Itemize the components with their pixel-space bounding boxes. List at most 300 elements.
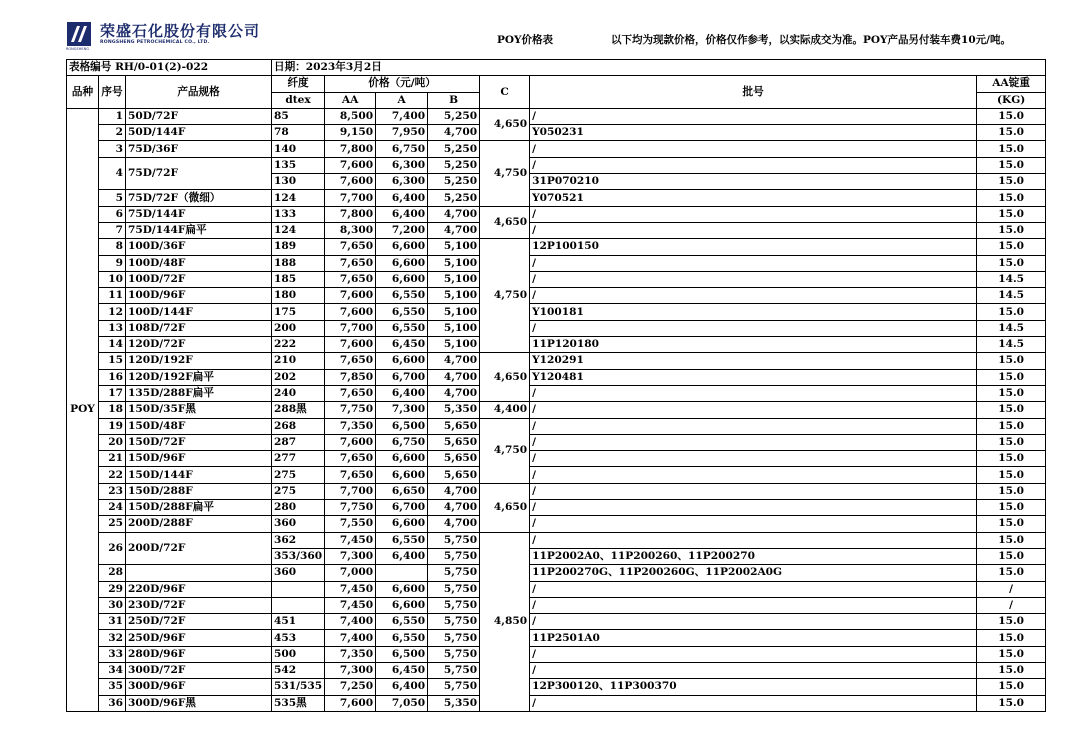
seq-cell: 5: [99, 190, 126, 206]
spec-cell: 250D/96F: [126, 630, 272, 646]
company-logo: [66, 20, 261, 51]
weight-cell: 15.0: [977, 239, 1046, 255]
price-a-cell: 6,550: [376, 288, 428, 304]
price-b-cell: 4,700: [428, 369, 480, 385]
price-aa-cell: 7,450: [325, 597, 376, 613]
col-weight-line2: (KG): [977, 92, 1046, 108]
price-aa-cell: 7,850: [325, 369, 376, 385]
spec-cell: 150D/96F: [126, 451, 272, 467]
table-row: [67, 141, 1046, 157]
batch-cell: 11P200270G、11P200260G、11P2002A0G: [530, 565, 977, 581]
batch-cell: /: [530, 141, 977, 157]
weight-cell: 15.0: [977, 125, 1046, 141]
price-b-cell: 4,700: [428, 385, 480, 401]
weight-cell: 15.0: [977, 190, 1046, 206]
spec-cell: [126, 565, 272, 581]
logo-mark-icon: [66, 21, 92, 47]
price-b-cell: 5,750: [428, 646, 480, 662]
dtex-cell: 124: [272, 190, 325, 206]
seq-cell: 28: [99, 565, 126, 581]
price-aa-cell: 7,600: [325, 304, 376, 320]
price-b-cell: 5,750: [428, 581, 480, 597]
seq-cell: 18: [99, 402, 126, 418]
weight-cell: 15.0: [977, 500, 1046, 516]
table-row: [67, 369, 1046, 385]
price-b-cell: 5,350: [428, 402, 480, 418]
price-b-cell: 5,100: [428, 320, 480, 336]
batch-cell: /: [530, 320, 977, 336]
weight-cell: 15.0: [977, 630, 1046, 646]
spec-cell: 150D/288F扁平: [126, 500, 272, 516]
table-row: [67, 467, 1046, 483]
price-c-cell: 4,750: [480, 141, 530, 206]
weight-cell: 15.0: [977, 157, 1046, 173]
dtex-cell: 531/535: [272, 679, 325, 695]
spec-cell: 200D/288F: [126, 516, 272, 532]
col-seq: 序号: [99, 76, 126, 109]
dtex-cell: 362: [272, 532, 325, 548]
price-aa-cell: 7,700: [325, 190, 376, 206]
col-aa: AA: [325, 92, 376, 108]
dtex-cell: 130: [272, 174, 325, 190]
price-b-cell: 5,750: [428, 597, 480, 613]
table-row: [67, 385, 1046, 401]
price-b-cell: 5,750: [428, 565, 480, 581]
price-aa-cell: 7,450: [325, 581, 376, 597]
price-b-cell: 5,650: [428, 434, 480, 450]
price-aa-cell: 7,300: [325, 662, 376, 678]
price-a-cell: 6,700: [376, 369, 428, 385]
dtex-cell: 124: [272, 222, 325, 238]
seq-cell: 17: [99, 385, 126, 401]
price-a-cell: 6,500: [376, 646, 428, 662]
dtex-cell: 175: [272, 304, 325, 320]
dtex-cell: 133: [272, 206, 325, 222]
price-date: 日期：2023年3月2日: [272, 60, 1046, 76]
batch-cell: Y120481: [530, 369, 977, 385]
table-row: [67, 255, 1046, 271]
col-price-group: 价格（元/吨）: [325, 76, 480, 92]
price-a-cell: 7,950: [376, 125, 428, 141]
spec-cell: 150D/48F: [126, 418, 272, 434]
table-row: [67, 239, 1046, 255]
batch-cell: /: [530, 483, 977, 499]
seq-cell: 15: [99, 353, 126, 369]
price-b-cell: 4,700: [428, 222, 480, 238]
batch-cell: /: [530, 271, 977, 287]
weight-cell: 15.0: [977, 646, 1046, 662]
batch-cell: /: [530, 385, 977, 401]
table-row: [67, 353, 1046, 369]
seq-cell: 13: [99, 320, 126, 336]
dtex-cell: 222: [272, 337, 325, 353]
dtex-cell: 287: [272, 434, 325, 450]
price-b-cell: 4,700: [428, 516, 480, 532]
spec-cell: 150D/72F: [126, 434, 272, 450]
seq-cell: 25: [99, 516, 126, 532]
spec-cell: 120D/192F: [126, 353, 272, 369]
price-aa-cell: 7,700: [325, 483, 376, 499]
price-c-cell: 4,650: [480, 108, 530, 141]
price-b-cell: 4,700: [428, 125, 480, 141]
logo-chinese-name: 荣盛石化股份有限公司: [100, 22, 261, 40]
dtex-cell: 353/360: [272, 548, 325, 564]
col-a: A: [376, 92, 428, 108]
spec-cell: 300D/96F: [126, 679, 272, 695]
spec-cell: 108D/72F: [126, 320, 272, 336]
price-aa-cell: 7,450: [325, 532, 376, 548]
price-b-cell: 5,250: [428, 141, 480, 157]
price-aa-cell: 7,650: [325, 255, 376, 271]
table-row: [67, 304, 1046, 320]
dtex-cell: 360: [272, 516, 325, 532]
dtex-cell: 542: [272, 662, 325, 678]
page-header: [0, 0, 1080, 58]
table-row: [67, 483, 1046, 499]
weight-cell: /: [977, 581, 1046, 597]
dtex-cell: 360: [272, 565, 325, 581]
logo-side-text: RONGSHENG: [66, 47, 89, 51]
spec-cell: 100D/144F: [126, 304, 272, 320]
price-b-cell: 5,650: [428, 467, 480, 483]
price-a-cell: 6,600: [376, 467, 428, 483]
batch-cell: /: [530, 662, 977, 678]
weight-cell: 15.0: [977, 353, 1046, 369]
price-a-cell: 7,400: [376, 108, 428, 124]
weight-cell: 15.0: [977, 402, 1046, 418]
table-row: [67, 125, 1046, 141]
table-row: [67, 222, 1046, 238]
seq-cell: 8: [99, 239, 126, 255]
weight-cell: 15.0: [977, 614, 1046, 630]
weight-cell: 15.0: [977, 174, 1046, 190]
price-b-cell: 4,700: [428, 206, 480, 222]
batch-cell: /: [530, 418, 977, 434]
spec-cell: 50D/72F: [126, 108, 272, 124]
seq-cell: 33: [99, 646, 126, 662]
seq-cell: 14: [99, 337, 126, 353]
dtex-cell: [272, 597, 325, 613]
seq-cell: 26: [99, 532, 126, 565]
dtex-cell: [272, 581, 325, 597]
price-b-cell: 4,700: [428, 353, 480, 369]
price-b-cell: 5,250: [428, 190, 480, 206]
dtex-cell: 202: [272, 369, 325, 385]
price-b-cell: 4,700: [428, 500, 480, 516]
price-aa-cell: 8,500: [325, 108, 376, 124]
seq-cell: 36: [99, 695, 126, 711]
price-a-cell: 6,400: [376, 190, 428, 206]
seq-cell: 16: [99, 369, 126, 385]
weight-cell: 15.0: [977, 662, 1046, 678]
seq-cell: 22: [99, 467, 126, 483]
dtex-cell: 240: [272, 385, 325, 401]
weight-cell: /: [977, 597, 1046, 613]
spec-cell: 230D/72F: [126, 597, 272, 613]
price-aa-cell: 7,750: [325, 402, 376, 418]
spec-cell: 75D/36F: [126, 141, 272, 157]
price-aa-cell: 7,350: [325, 646, 376, 662]
batch-cell: 11P2501A0: [530, 630, 977, 646]
batch-cell: /: [530, 157, 977, 173]
price-aa-cell: 7,600: [325, 434, 376, 450]
price-aa-cell: 7,650: [325, 385, 376, 401]
seq-cell: 23: [99, 483, 126, 499]
weight-cell: 15.0: [977, 467, 1046, 483]
spec-cell: 75D/72F: [126, 157, 272, 190]
price-aa-cell: 7,000: [325, 565, 376, 581]
dtex-cell: 288黑: [272, 402, 325, 418]
batch-cell: /: [530, 255, 977, 271]
batch-cell: /: [530, 402, 977, 418]
price-note: 以下均为现款价格，价格仅作参考，以实际成交为准。POY产品另付装车费10元/吨。: [611, 34, 1011, 46]
price-a-cell: 6,550: [376, 320, 428, 336]
weight-cell: 15.0: [977, 206, 1046, 222]
price-table: [66, 59, 1046, 712]
table-row: [67, 500, 1046, 516]
spec-cell: 100D/72F: [126, 271, 272, 287]
price-c-cell: 4,750: [480, 239, 530, 353]
col-c: C: [480, 76, 530, 109]
batch-cell: 11P2002A0、11P200260、11P200270: [530, 548, 977, 564]
table-row: [67, 565, 1046, 581]
dtex-cell: 185: [272, 271, 325, 287]
price-c-cell: 4,750: [480, 418, 530, 483]
table-row: [67, 451, 1046, 467]
price-a-cell: 6,400: [376, 206, 428, 222]
price-a-cell: 6,600: [376, 353, 428, 369]
seq-cell: 35: [99, 679, 126, 695]
price-b-cell: 5,750: [428, 548, 480, 564]
price-aa-cell: 7,650: [325, 271, 376, 287]
batch-cell: /: [530, 532, 977, 548]
weight-cell: 15.0: [977, 222, 1046, 238]
price-b-cell: 5,750: [428, 662, 480, 678]
table-row: [67, 190, 1046, 206]
table-row: [67, 646, 1046, 662]
dtex-cell: 275: [272, 483, 325, 499]
table-row: [67, 597, 1046, 613]
seq-cell: 12: [99, 304, 126, 320]
batch-cell: /: [530, 695, 977, 711]
price-aa-cell: 8,300: [325, 222, 376, 238]
form-number: 表格编号 RH/0-01(2)-022: [67, 60, 272, 76]
spec-cell: 150D/288F: [126, 483, 272, 499]
price-aa-cell: 7,600: [325, 174, 376, 190]
price-c-cell: 4,400: [480, 402, 530, 418]
price-aa-cell: 9,150: [325, 125, 376, 141]
spec-cell: 100D/48F: [126, 255, 272, 271]
weight-cell: 15.0: [977, 369, 1046, 385]
price-a-cell: 6,600: [376, 597, 428, 613]
price-b-cell: 5,100: [428, 304, 480, 320]
dtex-cell: 188: [272, 255, 325, 271]
table-row: [67, 418, 1046, 434]
weight-cell: 14.5: [977, 320, 1046, 336]
price-c-cell: 4,650: [480, 483, 530, 532]
price-aa-cell: 7,600: [325, 157, 376, 173]
col-b: B: [428, 92, 480, 108]
table-row: [67, 695, 1046, 711]
dtex-cell: 200: [272, 320, 325, 336]
price-a-cell: 6,550: [376, 614, 428, 630]
col-spec: 产品规格: [126, 76, 272, 109]
dtex-cell: 135: [272, 157, 325, 173]
weight-cell: 15.0: [977, 418, 1046, 434]
price-c-cell: 4,650: [480, 206, 530, 239]
price-a-cell: 6,700: [376, 500, 428, 516]
batch-cell: Y100181: [530, 304, 977, 320]
batch-cell: /: [530, 108, 977, 124]
weight-cell: 15.0: [977, 679, 1046, 695]
price-b-cell: 5,250: [428, 108, 480, 124]
batch-cell: /: [530, 467, 977, 483]
document-title: POY价格表: [497, 34, 554, 46]
dtex-cell: 535黑: [272, 695, 325, 711]
price-a-cell: 6,600: [376, 271, 428, 287]
price-aa-cell: 7,650: [325, 451, 376, 467]
batch-cell: Y120291: [530, 353, 977, 369]
price-b-cell: 5,100: [428, 271, 480, 287]
weight-cell: 15.0: [977, 695, 1046, 711]
header-row-1: [67, 76, 1046, 92]
batch-cell: Y050231: [530, 125, 977, 141]
dtex-cell: 453: [272, 630, 325, 646]
dtex-cell: 275: [272, 467, 325, 483]
seq-cell: 6: [99, 206, 126, 222]
price-a-cell: 6,400: [376, 548, 428, 564]
price-a-cell: 6,450: [376, 662, 428, 678]
price-b-cell: 5,750: [428, 614, 480, 630]
spec-cell: 250D/72F: [126, 614, 272, 630]
table-row: [67, 581, 1046, 597]
weight-cell: 15.0: [977, 516, 1046, 532]
price-aa-cell: 7,600: [325, 695, 376, 711]
spec-cell: 135D/288F扁平: [126, 385, 272, 401]
category-cell: POY: [67, 108, 99, 711]
seq-cell: 10: [99, 271, 126, 287]
price-b-cell: 5,750: [428, 679, 480, 695]
price-a-cell: 6,550: [376, 304, 428, 320]
price-aa-cell: 7,800: [325, 141, 376, 157]
price-a-cell: 6,500: [376, 418, 428, 434]
spec-cell: 200D/72F: [126, 532, 272, 565]
price-b-cell: 5,350: [428, 695, 480, 711]
table-row: [67, 516, 1046, 532]
seq-cell: 4: [99, 157, 126, 190]
batch-cell: /: [530, 434, 977, 450]
seq-cell: 11: [99, 288, 126, 304]
weight-cell: 15.0: [977, 548, 1046, 564]
price-a-cell: 6,600: [376, 451, 428, 467]
price-aa-cell: 7,700: [325, 320, 376, 336]
batch-cell: /: [530, 500, 977, 516]
price-a-cell: 6,750: [376, 141, 428, 157]
dtex-cell: 210: [272, 353, 325, 369]
price-aa-cell: 7,300: [325, 548, 376, 564]
weight-cell: 15.0: [977, 483, 1046, 499]
price-b-cell: 5,650: [428, 451, 480, 467]
dtex-cell: 189: [272, 239, 325, 255]
spec-cell: 150D/35F黑: [126, 402, 272, 418]
seq-cell: 20: [99, 434, 126, 450]
batch-cell: /: [530, 288, 977, 304]
seq-cell: 1: [99, 108, 126, 124]
seq-cell: 9: [99, 255, 126, 271]
price-a-cell: 7,050: [376, 695, 428, 711]
weight-cell: 15.0: [977, 141, 1046, 157]
table-row: [67, 271, 1046, 287]
table-row: [67, 630, 1046, 646]
batch-cell: 31P070210: [530, 174, 977, 190]
price-aa-cell: 7,650: [325, 239, 376, 255]
spec-cell: 120D/192F扁平: [126, 369, 272, 385]
col-dtex-line1: 纤度: [272, 76, 325, 92]
price-a-cell: 6,450: [376, 337, 428, 353]
col-weight-line1: AA锭重: [977, 76, 1046, 92]
seq-cell: 29: [99, 581, 126, 597]
batch-cell: 12P300120、11P300370: [530, 679, 977, 695]
weight-cell: 15.0: [977, 532, 1046, 548]
price-b-cell: 5,100: [428, 337, 480, 353]
weight-cell: 15.0: [977, 385, 1046, 401]
seq-cell: 32: [99, 630, 126, 646]
batch-cell: /: [530, 206, 977, 222]
batch-cell: /: [530, 222, 977, 238]
table-row: [67, 320, 1046, 336]
price-a-cell: [376, 565, 428, 581]
price-a-cell: 6,300: [376, 174, 428, 190]
batch-cell: /: [530, 646, 977, 662]
col-dtex-line2: dtex: [272, 92, 325, 108]
weight-cell: 14.5: [977, 271, 1046, 287]
col-category: 品种: [67, 76, 99, 109]
price-a-cell: 6,600: [376, 516, 428, 532]
spec-cell: 220D/96F: [126, 581, 272, 597]
spec-cell: 300D/96F黑: [126, 695, 272, 711]
price-b-cell: 5,100: [428, 239, 480, 255]
price-a-cell: 7,200: [376, 222, 428, 238]
batch-cell: Y070521: [530, 190, 977, 206]
spec-cell: 75D/72F（微细）: [126, 190, 272, 206]
weight-cell: 15.0: [977, 451, 1046, 467]
price-a-cell: 7,300: [376, 402, 428, 418]
batch-cell: 11P120180: [530, 337, 977, 353]
spec-cell: 280D/96F: [126, 646, 272, 662]
price-a-cell: 6,550: [376, 532, 428, 548]
spec-cell: 100D/36F: [126, 239, 272, 255]
spec-cell: 300D/72F: [126, 662, 272, 678]
weight-cell: 15.0: [977, 108, 1046, 124]
price-aa-cell: 7,400: [325, 614, 376, 630]
table-row: [67, 157, 1046, 173]
table-row: [67, 614, 1046, 630]
table-row: [67, 434, 1046, 450]
batch-cell: /: [530, 597, 977, 613]
logo-english-name: RONGSHENG PETROCHEMICAL CO., LTD.: [100, 40, 210, 45]
spec-cell: 75D/144F: [126, 206, 272, 222]
price-aa-cell: 7,650: [325, 353, 376, 369]
dtex-cell: 451: [272, 614, 325, 630]
weight-cell: 15.0: [977, 565, 1046, 581]
table-row: [67, 108, 1046, 124]
meta-row: [67, 60, 1046, 76]
spec-cell: 100D/96F: [126, 288, 272, 304]
price-b-cell: 5,100: [428, 288, 480, 304]
table-row: [67, 402, 1046, 418]
table-row: [67, 662, 1046, 678]
seq-cell: 2: [99, 125, 126, 141]
